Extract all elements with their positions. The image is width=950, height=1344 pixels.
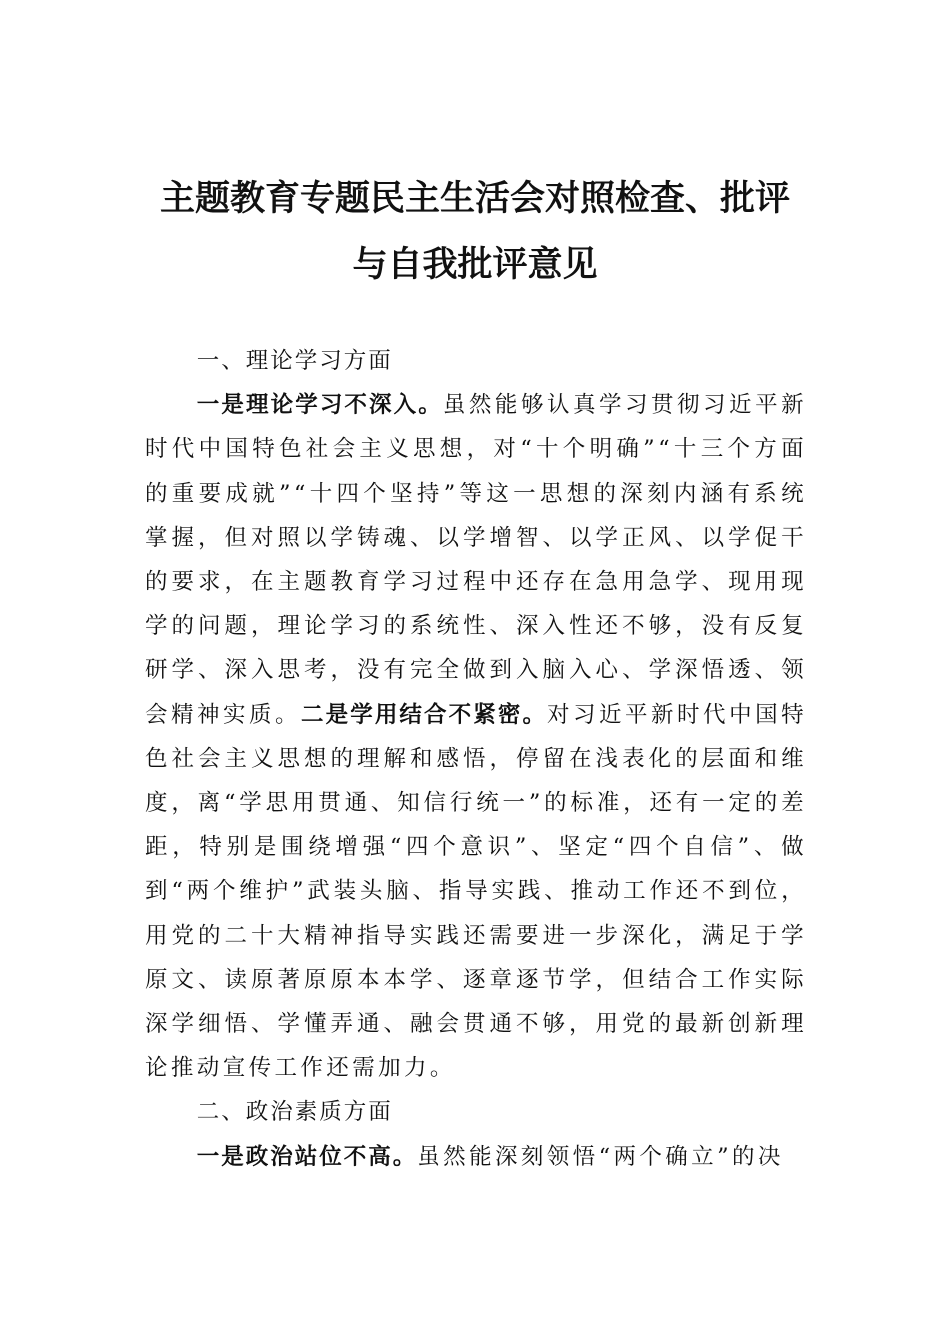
paragraph-lead: 一是政治站位不高。: [196, 1143, 418, 1170]
section-1-heading: [145, 339, 807, 383]
paragraph-lead: 二是学用结合不紧密。: [301, 701, 548, 728]
paragraph-body: 虽然能够认真学习贯彻习近平新时代中国特色社会主义思想，对“十个明确”“十三个方面的重要成就”“十四个坚持”等这一思想的深刻内涵有系统掌握，但对照以学铸魂、以学增智、以学正风、以学促干的要求，在主题教育学习过程中还存在急用急学、现用现学的问题，理论学习的系统性、深入性还不够，没有反复研学、深入思考，没有完全做到入脑入心、学深悟透、领会精神实质。: [145, 392, 807, 728]
title-line-2: 与自我批评意见: [352, 244, 598, 285]
section-2-heading: [145, 1090, 807, 1134]
section-2-paragraph: [145, 1135, 807, 1179]
section-1-paragraph: [145, 383, 807, 1090]
document-body: [145, 339, 807, 1179]
title-line-1: 主题教育专题民主生活会对照检查、批评: [159, 178, 790, 219]
paragraph-body: 虽然能深刻领悟“两个确立”的决: [417, 1143, 784, 1170]
paragraph-lead: 一是理论学习不深入。: [196, 392, 443, 419]
document-title: [145, 166, 805, 298]
section-heading: 二、政治素质方面: [196, 1099, 393, 1126]
section-heading: 一、理论学习方面: [196, 348, 393, 374]
paragraph-body: 对习近平新时代中国特色社会主义思想的理解和感悟，停留在浅表化的层面和维度，离“学思用贯通、知信行统一”的标准，还有一定的差距，特别是围绕增强“四个意识”、坚定“四个自信”、做到“两个维护”武装头脑、指导实践、推动工作还不到位，用党的二十大精神指导实践还需要进一步深化，满足于学原文、读原著原原本本学、逐章逐节学，但结合工作实际深学细悟、学懂弄通、融会贯通不够，用党的最新创新理论推动宣传工作还需加力。: [145, 701, 807, 1082]
